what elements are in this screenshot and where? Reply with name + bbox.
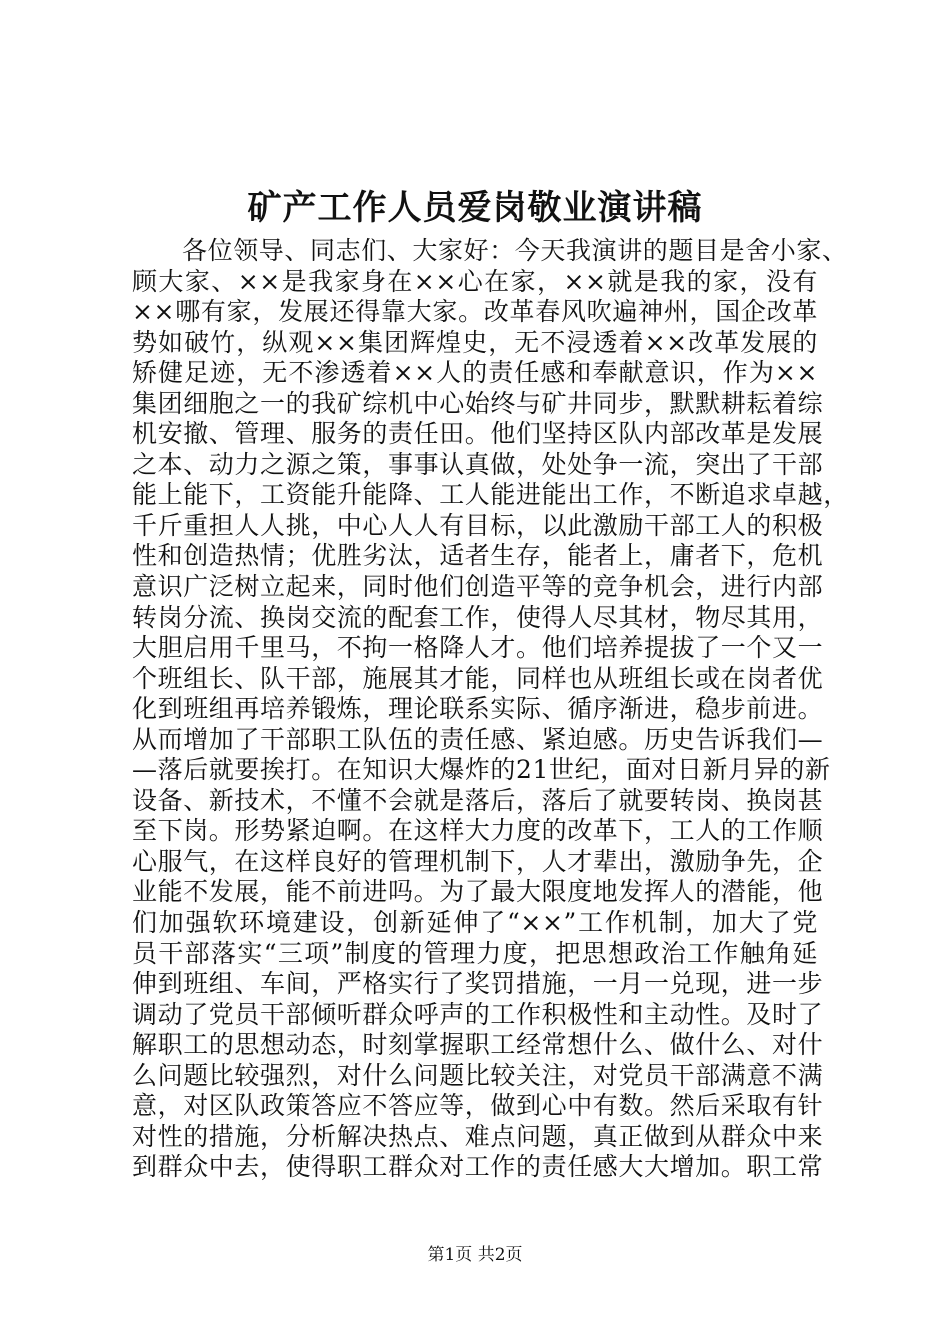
body-line: 转岗分流、换岗交流的配套工作，使得人尽其材，物尽其用，	[132, 602, 824, 632]
body-line: 化到班组再培养锻炼，理论联系实际、循序渐进，稳步前进。	[132, 694, 824, 724]
body-line: 业能不发展，能不前进吗。为了最大限度地发挥人的潜能，他	[132, 877, 824, 907]
body-line: 至下岗。形势紧迫啊。在这样大力度的改革下，工人的工作顺	[132, 816, 824, 846]
document-body	[132, 236, 849, 1183]
body-line: 意，对区队政策答应不答应等，做到心中有数。然后采取有针	[132, 1091, 824, 1121]
body-line: 意识广泛树立起来，同时他们创造平等的竞争机会，进行内部	[132, 572, 824, 602]
body-line: 么问题比较强烈，对什么问题比较关注，对党员干部满意不满	[132, 1060, 824, 1090]
document-title: 矿产工作人员爱岗敬业演讲稿	[247, 188, 703, 228]
body-line: 之本、动力之源之策，事事认真做，处处争一流，突出了干部	[132, 449, 824, 479]
body-line: 们加强软环境建设，创新延伸了“××”工作机制，加大了党	[132, 908, 818, 938]
body-line: 集团细胞之一的我矿综机中心始终与矿井同步，默默耕耘着综	[132, 388, 824, 418]
body-line: 到群众中去，使得职工群众对工作的责任感大大增加。职工常	[132, 1152, 824, 1182]
body-line: 从而增加了干部职工队伍的责任感、紧迫感。历史告诉我们—	[132, 724, 824, 754]
body-line: ××哪有家，发展还得靠大家。改革春风吹遍神州，国企改革	[132, 297, 818, 327]
page-number-footer: 第1页 共2页	[427, 1245, 523, 1265]
body-line: —落后就要挨打。在知识大爆炸的21世纪，面对日新月异的新	[132, 755, 831, 785]
body-line: 调动了党员干部倾听群众呼声的工作积极性和主动性。及时了	[132, 999, 824, 1029]
body-line: 各位领导、同志们、大家好：今天我演讲的题目是舍小家、	[182, 236, 848, 265]
body-line: 对性的措施，分析解决热点、难点问题，真正做到从群众中来	[132, 1121, 824, 1151]
body-line: 能上能下，工资能升能降、工人能进能出工作，不断追求卓越，	[132, 480, 849, 510]
body-line: 矫健足迹，无不渗透着××人的责任感和奉献意识，作为××	[132, 358, 818, 388]
body-line: 顾大家、××是我家身在××心在家，××就是我的家，没有	[132, 266, 818, 296]
body-line: 性和创造热情；优胜劣汰，适者生存，能者上，庸者下，危机	[132, 541, 824, 571]
body-line: 伸到班组、车间，严格实行了奖罚措施，一月一兑现，进一步	[132, 969, 824, 999]
body-line: 大胆启用千里马，不拘一格降人才。他们培养提拔了一个又一	[132, 633, 824, 663]
body-line: 心服气，在这样良好的管理机制下，人才辈出，激励争先，企	[132, 846, 824, 876]
body-line: 个班组长、队干部，施展其才能，同样也从班组长或在岗者优	[132, 663, 824, 693]
body-line: 势如破竹，纵观××集团辉煌史，无不浸透着××改革发展的	[132, 327, 818, 357]
body-line: 机安撤、管理、服务的责任田。他们坚持区队内部改革是发展	[132, 419, 824, 449]
body-line: 设备、新技术，不懂不会就是落后，落后了就要转岗、换岗甚	[132, 785, 824, 815]
body-line: 解职工的思想动态，时刻掌握职工经常想什么、做什么、对什	[132, 1030, 824, 1060]
body-line: 千斤重担人人挑，中心人人有目标，以此激励干部工人的积极	[132, 510, 824, 540]
body-line: 员干部落实“三项”制度的管理力度，把思想政治工作触角延	[132, 938, 818, 968]
